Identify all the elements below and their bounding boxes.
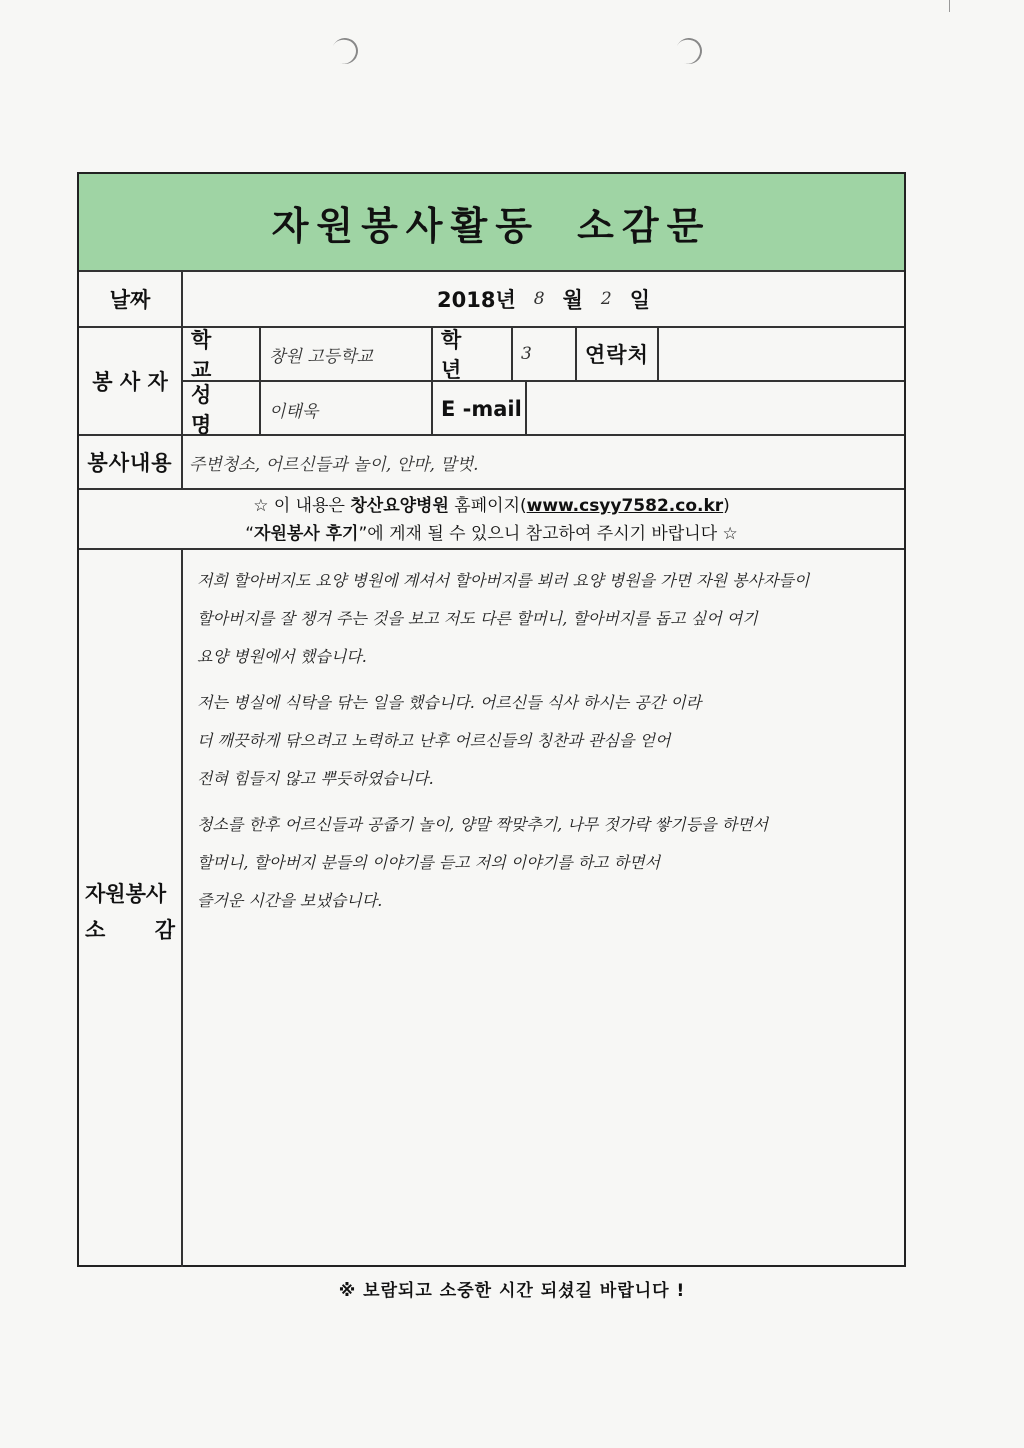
- date-label: 날짜: [79, 272, 183, 326]
- date-month-value: 8: [533, 289, 545, 309]
- volunteer-row: [79, 328, 904, 436]
- contact-label: 연락처: [577, 328, 659, 380]
- essay-line: 청소를 한후 어르신들과 공줍기 놀이, 양말 짝맞추기, 나무 젓가락 쌓기등을 하면서: [197, 815, 769, 834]
- notice-quote-open: “: [245, 524, 255, 544]
- grade-label: 학 년: [433, 328, 513, 380]
- service-content-row: [79, 436, 904, 490]
- date-value: [183, 272, 904, 326]
- volunteer-label: 봉 사 자: [79, 328, 183, 434]
- essay-line: 할머니, 할아버지 분들의 이야기를 듣고 저의 이야기를 하고 하면서: [197, 853, 661, 872]
- essay-line: 더 깨끗하게 닦으려고 노력하고 난후 어르신들의 칭찬과 관심을 얻어: [197, 731, 671, 750]
- notice-quote-close: ”: [358, 524, 368, 544]
- email-field[interactable]: [527, 382, 904, 436]
- volunteer-name-row: [183, 382, 904, 436]
- service-content-field[interactable]: [189, 436, 479, 488]
- name-label: 성 명: [183, 382, 261, 436]
- essay-line: 요양 병원에서 했습니다.: [197, 647, 367, 666]
- essay-row: [79, 550, 904, 1267]
- essay-text-area[interactable]: [197, 562, 887, 920]
- notice-review-name: 자원봉사 후기: [254, 524, 359, 544]
- service-content-value: 주변청소, 어르신들과 놀이, 안마, 말벗.: [189, 454, 479, 475]
- grade-value: 3: [521, 344, 532, 364]
- notice-line-1: [79, 492, 904, 520]
- essay-label-char-2: 감: [154, 918, 175, 942]
- form-title: 자원봉사활동 소감문: [271, 203, 712, 248]
- school-value: 창원 고등학교: [269, 346, 373, 367]
- contact-field[interactable]: [659, 328, 904, 380]
- date-day-unit: 일: [629, 288, 650, 312]
- name-field[interactable]: [261, 382, 433, 436]
- punch-hole-mark-right: [672, 34, 705, 67]
- essay-line: 저희 할아버지도 요양 병원에 계셔서 할아버지를 뵈러 요양 병원을 가면 자원 봉사자들이: [197, 571, 810, 590]
- notice-hospital: 창산요양병원: [350, 496, 449, 516]
- footer-message: ※ 보람되고 소중한 시간 되셨길 바랍니다 !: [338, 1281, 686, 1301]
- grade-field[interactable]: [513, 328, 577, 380]
- volunteer-school-row: [183, 328, 904, 382]
- date-year: 2018년: [437, 288, 516, 312]
- service-content-label: 봉사내용: [79, 436, 183, 488]
- essay-line: 즐거운 시간을 보냈습니다.: [197, 891, 383, 910]
- essay-label-line2: [85, 914, 175, 944]
- name-value: 이태욱: [269, 401, 319, 422]
- star-icon: ☆: [253, 496, 269, 516]
- date-row: [79, 272, 904, 328]
- form-title-row: [79, 174, 904, 272]
- essay-line: 저는 병실에 식탁을 닦는 일을 했습니다. 어르신들 식사 하시는 공간 이라: [197, 693, 702, 712]
- notice-line-2: [79, 520, 904, 548]
- star-icon: ☆: [722, 524, 738, 544]
- school-field[interactable]: [261, 328, 433, 380]
- essay-label-char-1: 소: [85, 918, 106, 942]
- essay-line: 전혀 힘들지 않고 뿌듯하였습니다.: [197, 769, 434, 788]
- school-label: 학 교: [183, 328, 261, 380]
- notice-homepage-word: 홈페이지(: [454, 496, 527, 516]
- essay-label-line1: 자원봉사: [85, 882, 167, 906]
- notice-close-paren: ): [723, 496, 730, 516]
- date-day-value: 2: [600, 289, 612, 309]
- notice-text-after: 에 게재 될 수 있으니 참고하여 주시기 바랍니다: [367, 524, 718, 544]
- essay-label: [79, 550, 183, 1267]
- notice-row: [79, 490, 904, 550]
- volunteer-report-form: [77, 172, 906, 1267]
- punch-hole-mark-left: [328, 34, 361, 67]
- email-label: E -mail: [433, 382, 527, 436]
- essay-line: 할아버지를 잘 챙겨 주는 것을 보고 저도 다른 할머니, 할아버지를 돕고 싶어 여기: [197, 609, 758, 628]
- date-month-unit: 월: [562, 288, 583, 312]
- scan-edge-mark: [949, 0, 950, 12]
- notice-url-link[interactable]: www.csyy7582.co.kr: [526, 496, 724, 516]
- notice-text-before: 이 내용은: [273, 496, 345, 516]
